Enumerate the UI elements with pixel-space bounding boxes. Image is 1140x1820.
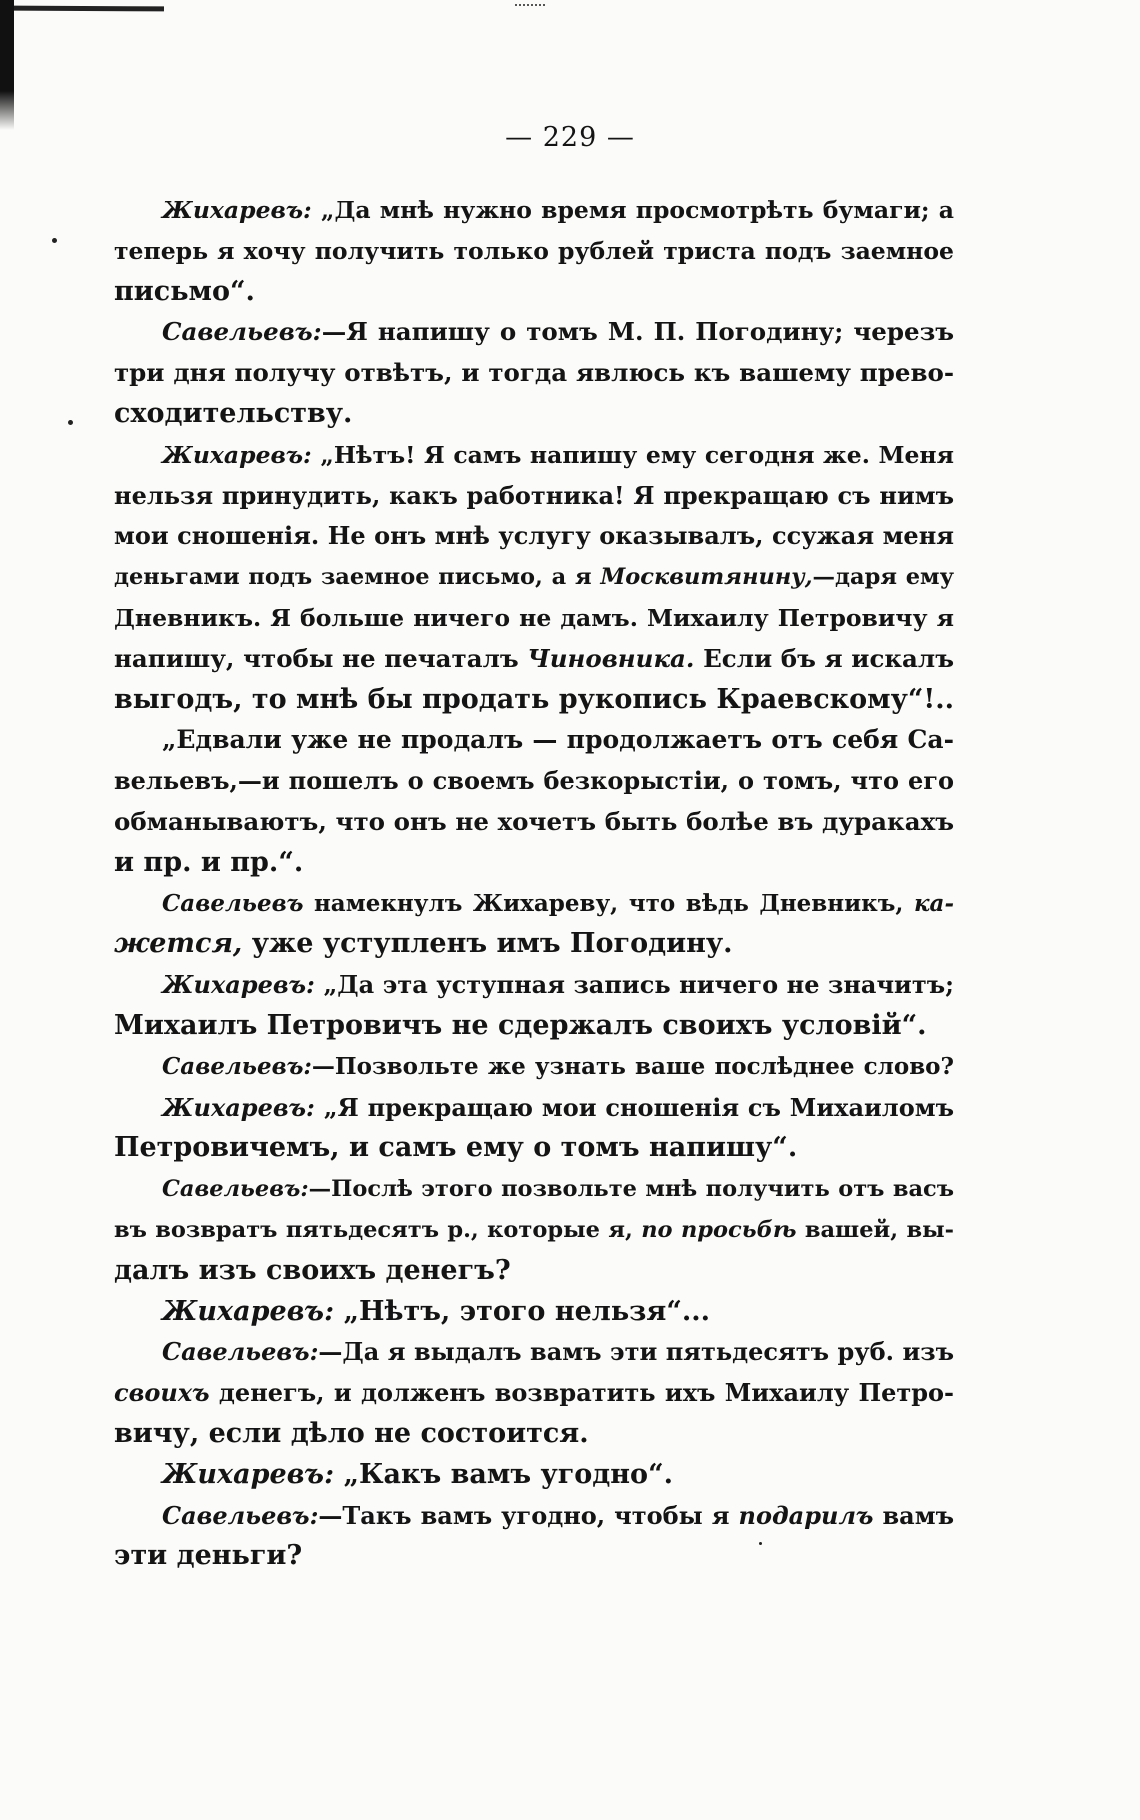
text-run: Если бъ я искалъ	[694, 643, 954, 673]
text-run: вельевъ,—и пошелъ о своемъ безкорыстіи, о томъ, что его	[114, 766, 954, 796]
text-line	[114, 680, 954, 721]
text-run: „Нѣтъ! Я самъ напишу ему сегодня же. Меня	[311, 440, 954, 469]
text-line	[114, 1292, 954, 1333]
text-run: намекнулъ Жихареву, что вѣдь Дневникъ,	[303, 889, 914, 917]
italic-text: своихъ	[114, 1378, 210, 1408]
text-line	[114, 843, 954, 884]
italic-text: Жихаревъ:	[162, 1092, 315, 1122]
text-run: денегъ, и долженъ возвратить ихъ Михаилу Петро-	[209, 1378, 954, 1408]
italic-text: ка-	[913, 889, 954, 917]
italic-text: по просьбѣ	[641, 1216, 797, 1243]
text-line	[114, 1210, 954, 1251]
text-run: „Да эта уступная запись ничего не значитъ;	[314, 970, 954, 1000]
text-line	[114, 1373, 954, 1414]
text-run: деньгами подъ заемное письмо, а я	[114, 564, 601, 591]
text-line	[114, 639, 954, 680]
text-line	[114, 1496, 954, 1537]
text-run: въ возвратъ пятьдесятъ р., которые я,	[114, 1216, 642, 1243]
text-run: уже уступленъ имъ Погодину.	[242, 928, 733, 960]
scan-top-line	[14, 6, 164, 12]
text-run: —Такъ вамъ угодно, чтобы я	[318, 1500, 739, 1530]
text-run: нельзя принудить, какъ работника! Я прекращаю съ нимъ	[114, 480, 954, 510]
text-line	[114, 1536, 954, 1577]
text-line	[114, 598, 954, 639]
text-line	[114, 353, 954, 394]
italic-text: жется,	[114, 928, 243, 960]
text-line	[114, 761, 954, 802]
italic-text: Жихаревъ:	[162, 1295, 335, 1327]
text-run: мои сношенія. Не онъ мнѣ услугу оказывалъ, ссужая меня	[114, 521, 954, 551]
text-line	[114, 1006, 954, 1047]
italic-text: Жихаревъ:	[162, 440, 312, 469]
italic-text: подарилъ	[738, 1500, 874, 1530]
text-line	[114, 476, 954, 517]
italic-text: Савельевъ:	[162, 1176, 309, 1203]
text-run: —Я напишу о томъ М. П. Погодину; черезъ	[321, 317, 954, 347]
text-run: вашей, вы-	[796, 1216, 954, 1243]
text-run: три дня получу отвѣтъ, и тогда явлюсь къ вашему прево-	[114, 358, 954, 388]
italic-text: Савельевъ:	[162, 1337, 319, 1367]
text-run: эти деньги?	[114, 1540, 303, 1572]
text-run: теперь я хочу получить только рублей триста подъ заемное	[114, 236, 954, 265]
text-run: „Едвали уже не продалъ — продолжаетъ отъ себя Са-	[162, 725, 954, 755]
scan-speck	[52, 238, 57, 243]
text-run: „Да мнѣ нужно время просмотрѣть бумаги; а	[311, 196, 954, 224]
text-line	[114, 1455, 954, 1496]
italic-text: Савельевъ:	[162, 1052, 312, 1080]
text-line	[114, 272, 954, 313]
text-run: вамъ	[873, 1500, 954, 1530]
italic-text: Савельевъ:	[162, 317, 322, 347]
text-run: письмо“.	[114, 275, 255, 307]
text-line	[114, 924, 954, 965]
text-line	[114, 231, 954, 272]
text-run: обманываютъ, что онъ не хочетъ быть болѣе въ дуракахъ	[114, 806, 954, 836]
page-text	[114, 190, 954, 1577]
text-line	[114, 965, 954, 1006]
text-line	[114, 557, 954, 598]
text-line	[114, 516, 954, 557]
text-run: „Какъ вамъ угодно“.	[334, 1458, 673, 1490]
text-line	[114, 1128, 954, 1169]
page-number: — 229 —	[505, 122, 635, 153]
text-line	[114, 1251, 954, 1292]
scan-edge-mark	[0, 0, 14, 130]
text-run: сходительству.	[114, 397, 353, 429]
text-run: Дневникъ. Я больше ничего не дамъ. Михаилу Петровичу я	[114, 603, 954, 632]
italic-text: Чиновника.	[527, 643, 695, 673]
text-run: —даря ему	[812, 564, 955, 591]
italic-text: Савельевъ	[162, 889, 304, 917]
text-line	[114, 312, 954, 353]
italic-text: Жихаревъ:	[162, 196, 312, 224]
text-line	[114, 1047, 954, 1088]
text-run: —Да я выдалъ вамъ эти пятьдесятъ руб. изъ	[318, 1337, 954, 1367]
text-line	[114, 802, 954, 843]
text-run: далъ изъ своихъ денегъ?	[114, 1254, 511, 1286]
text-line	[114, 1088, 954, 1129]
italic-text: Жихаревъ:	[162, 970, 315, 1000]
text-line	[114, 1169, 954, 1210]
text-run: —Послѣ этого позвольте мнѣ получить отъ васъ	[308, 1176, 954, 1203]
scan-specks	[515, 4, 545, 10]
text-run: „Нѣтъ, этого нельзя“...	[334, 1295, 711, 1327]
text-line	[114, 394, 954, 435]
text-run: выгодъ, то мнѣ бы продать рукопись Краевскому“!..	[114, 683, 955, 715]
text-line	[114, 1414, 954, 1455]
scan-speck	[68, 420, 73, 425]
text-run: напишу, чтобы не печаталъ	[114, 643, 528, 673]
text-run: вичу, если дѣло не состоится.	[114, 1417, 589, 1449]
text-run: и пр. и пр.“.	[114, 846, 304, 878]
text-line	[114, 884, 954, 925]
italic-text: Савельевъ:	[162, 1500, 319, 1530]
text-run: „Я прекращаю мои сношенія съ Михаиломъ	[314, 1092, 954, 1122]
text-line	[114, 435, 954, 476]
text-run: Петровичемъ, и самъ ему о томъ напишу“.	[114, 1132, 798, 1164]
italic-text: Жихаревъ:	[162, 1458, 335, 1490]
text-line	[114, 720, 954, 761]
italic-text: Москвитянину,	[600, 564, 813, 591]
text-line	[114, 1332, 954, 1373]
text-line	[114, 190, 954, 231]
text-run: —Позвольте же узнать ваше послѣднее слово?	[311, 1052, 954, 1080]
text-run: Михаилъ Петровичъ не сдержалъ своихъ условій“.	[114, 1009, 927, 1041]
